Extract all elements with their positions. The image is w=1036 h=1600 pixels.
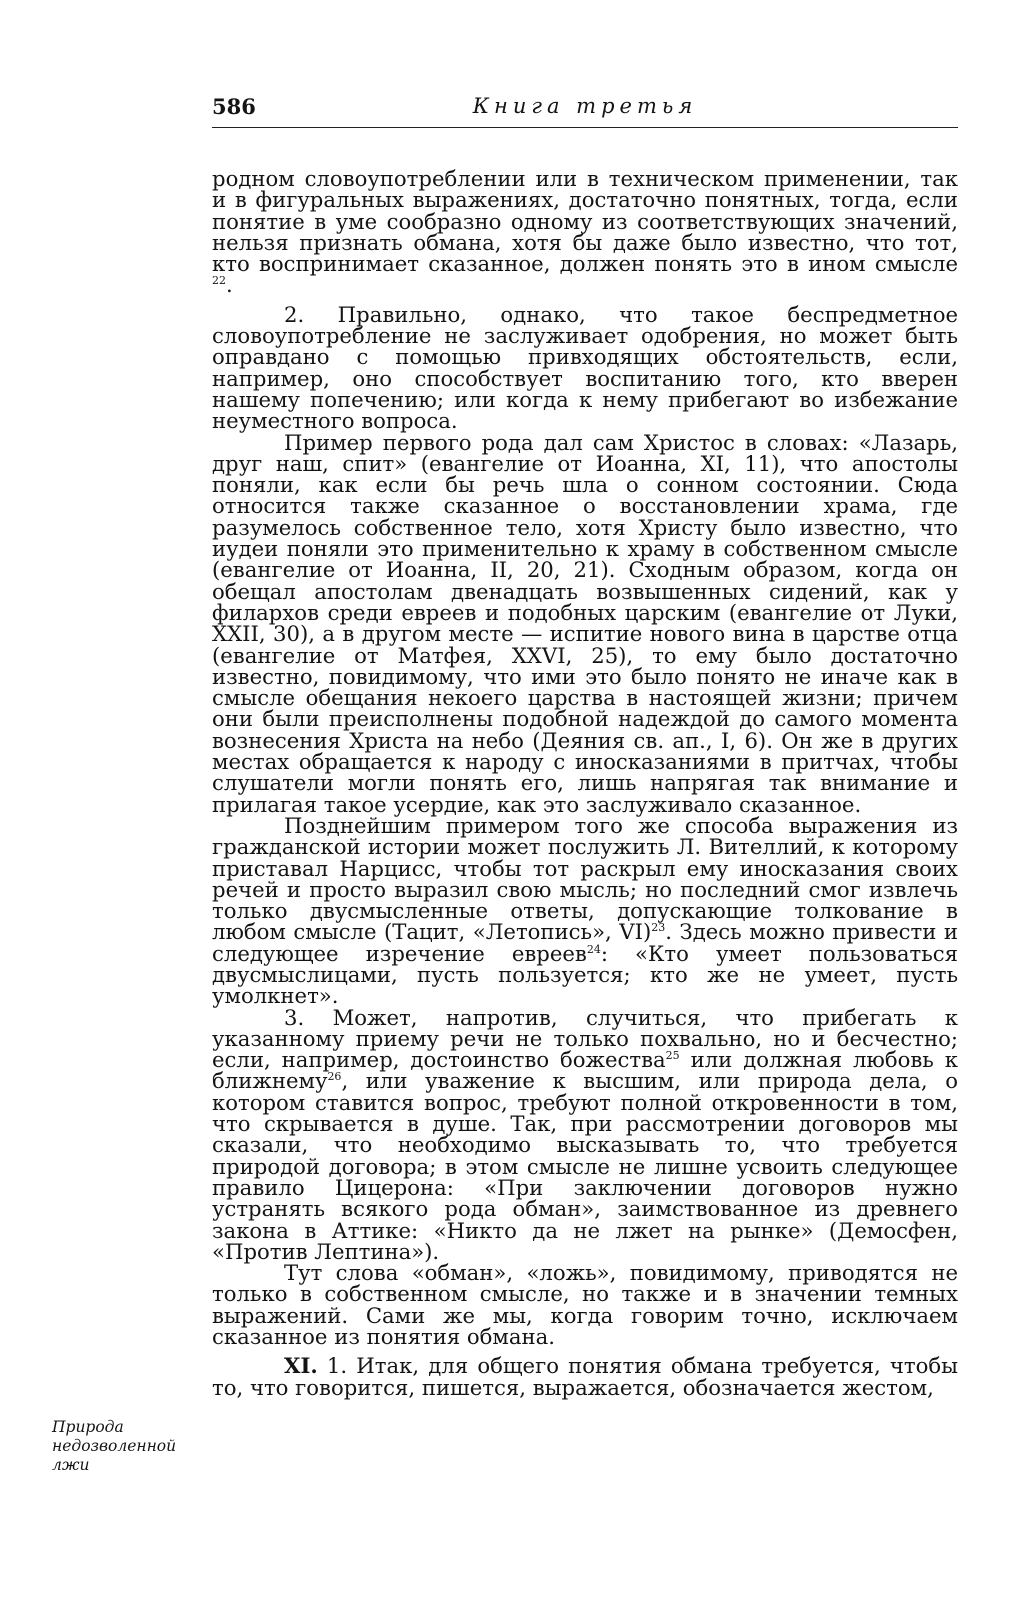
footnote-ref: 24: [586, 942, 601, 956]
margin-note: Природа недозволенной лжи: [52, 1418, 177, 1474]
paragraph-christ-example: Пример первого рода дал сам Христос в словах: «Лазарь, друг наш, спит» (евангелие от Иоанна, XI, 11), что апостолы поняли, как если бы речь шла о сонном состоянии. Сюда относится также сказанное о восстановлении храма, где разумелось собственное тело, хотя Христу было известно, что иудеи поняли это применительно к храму в собственном смысле (евангелие от Иоанна, II, 20, 21). Сходным образом, когда он обещал апостолам двенадцать возвышенных сидений, как у филархов среди евреев и подобных царским (евангелие от Луки, XXII, 30), а в другом месте — испитие нового вина в царстве отца (евангелие от Матфея, XXVI, 25), то ему было достаточно известно, повидимому, что ими это было понято не иначе как в смысле обещания некоего царства в настоящей жизни; причем они были преисполнены подобной надеждой до самого момента вознесения Христа на небо (Деяния св. ап., I, 6). Он же в других местах обращается к народу с иносказаниями в притчах, чтобы слушатели могли понять его, лишь напрягая так внимание и прилагая такое усердие, как это заслуживало сказанное.: [212, 429, 958, 817]
page-number: 586: [212, 94, 256, 119]
running-title: Книга третья: [472, 94, 698, 118]
paragraph-3: 3. Может, напротив, случиться, что прибегать к указанному приему речи не только похвально, но и бесчестно; если, например, достоинство божества$^{25}$ или должная любовь к ближнему$^{26}$, или уважение к высшим, или природа дела, о котором ставится вопрос, требуют полной откровенности в том, что скрывается в душе. Так, при рассмотрении договоров мы сказали, что необходимо высказывать то, что требуется природой договора; в этом смысле не лишне усвоить следующее правило Цицерона: «При заключении договоров нужно устранять всякого рода обман», заимствованное из древнего закона в Аттике: «Никто да не лжет на рынке» (Демосфен, «Против Лептина»).: [212, 1004, 958, 1264]
paragraph-vitellius: Позднейшим примером того же способа выражения из гражданской истории может послужить Л. Вителлий, к которому приставал Нарцисс, чтобы тот раскрыл ему иносказания своих речей и просто выразил свою мысль; но последний смог извлечь только двусмысленные ответы, допускающие толкование в любом смысле (Тацит, «Летопись», VI)$^{23}$. Здесь можно привести и следующее изречение евреев$^{24}$: «Кто умеет пользоваться двусмыслицами, пусть пользуется; кто же не умеет, пусть умолкнет».: [212, 812, 958, 1009]
header-rule: [212, 127, 958, 128]
paragraph-deceit-words: Тут слова «обман», «ложь», повидимому, приводятся не только в собственном смысле, но также и в значении темных выражений. Сами же мы, когда говорим точно, исключаем сказанное из понятия обмана.: [212, 1260, 958, 1350]
paragraph-2: 2. Правильно, однако, что такое беспредметное словоупотребление не заслуживает одобрения, но может быть оправдано с помощью привходящих обстоятельств, если, например, оно способствует воспитанию того, кто вверен нашему попечению; или когда к нему прибегают во избежание неуместного вопроса.: [212, 301, 958, 434]
page-header: [212, 94, 958, 128]
paragraph-section-xi: XI. 1. Итак, для общего понятия обмана требуется, чтобы то, что говорится, пишется, выражается, обозначается жестом,: [212, 1353, 958, 1400]
main-text: [212, 168, 958, 1398]
footnote-ref: 26: [327, 1070, 342, 1084]
footnote-ref: 22: [212, 274, 226, 288]
paragraph-continued: родном словоупотреблении или в техническом применении, так и в фигуральных выражениях, достаточно понятных, тогда, если понятие в уме сообразно одному из соответствующих значений, нельзя признать обмана, хотя бы даже было известно, что тот, кто воспринимает сказанное, должен понять это в ином смысле $^{22}$.: [212, 166, 958, 298]
section-number: XI.: [284, 1353, 318, 1379]
footnote-ref: 25: [665, 1049, 680, 1063]
footnote-ref: 23: [651, 921, 666, 935]
